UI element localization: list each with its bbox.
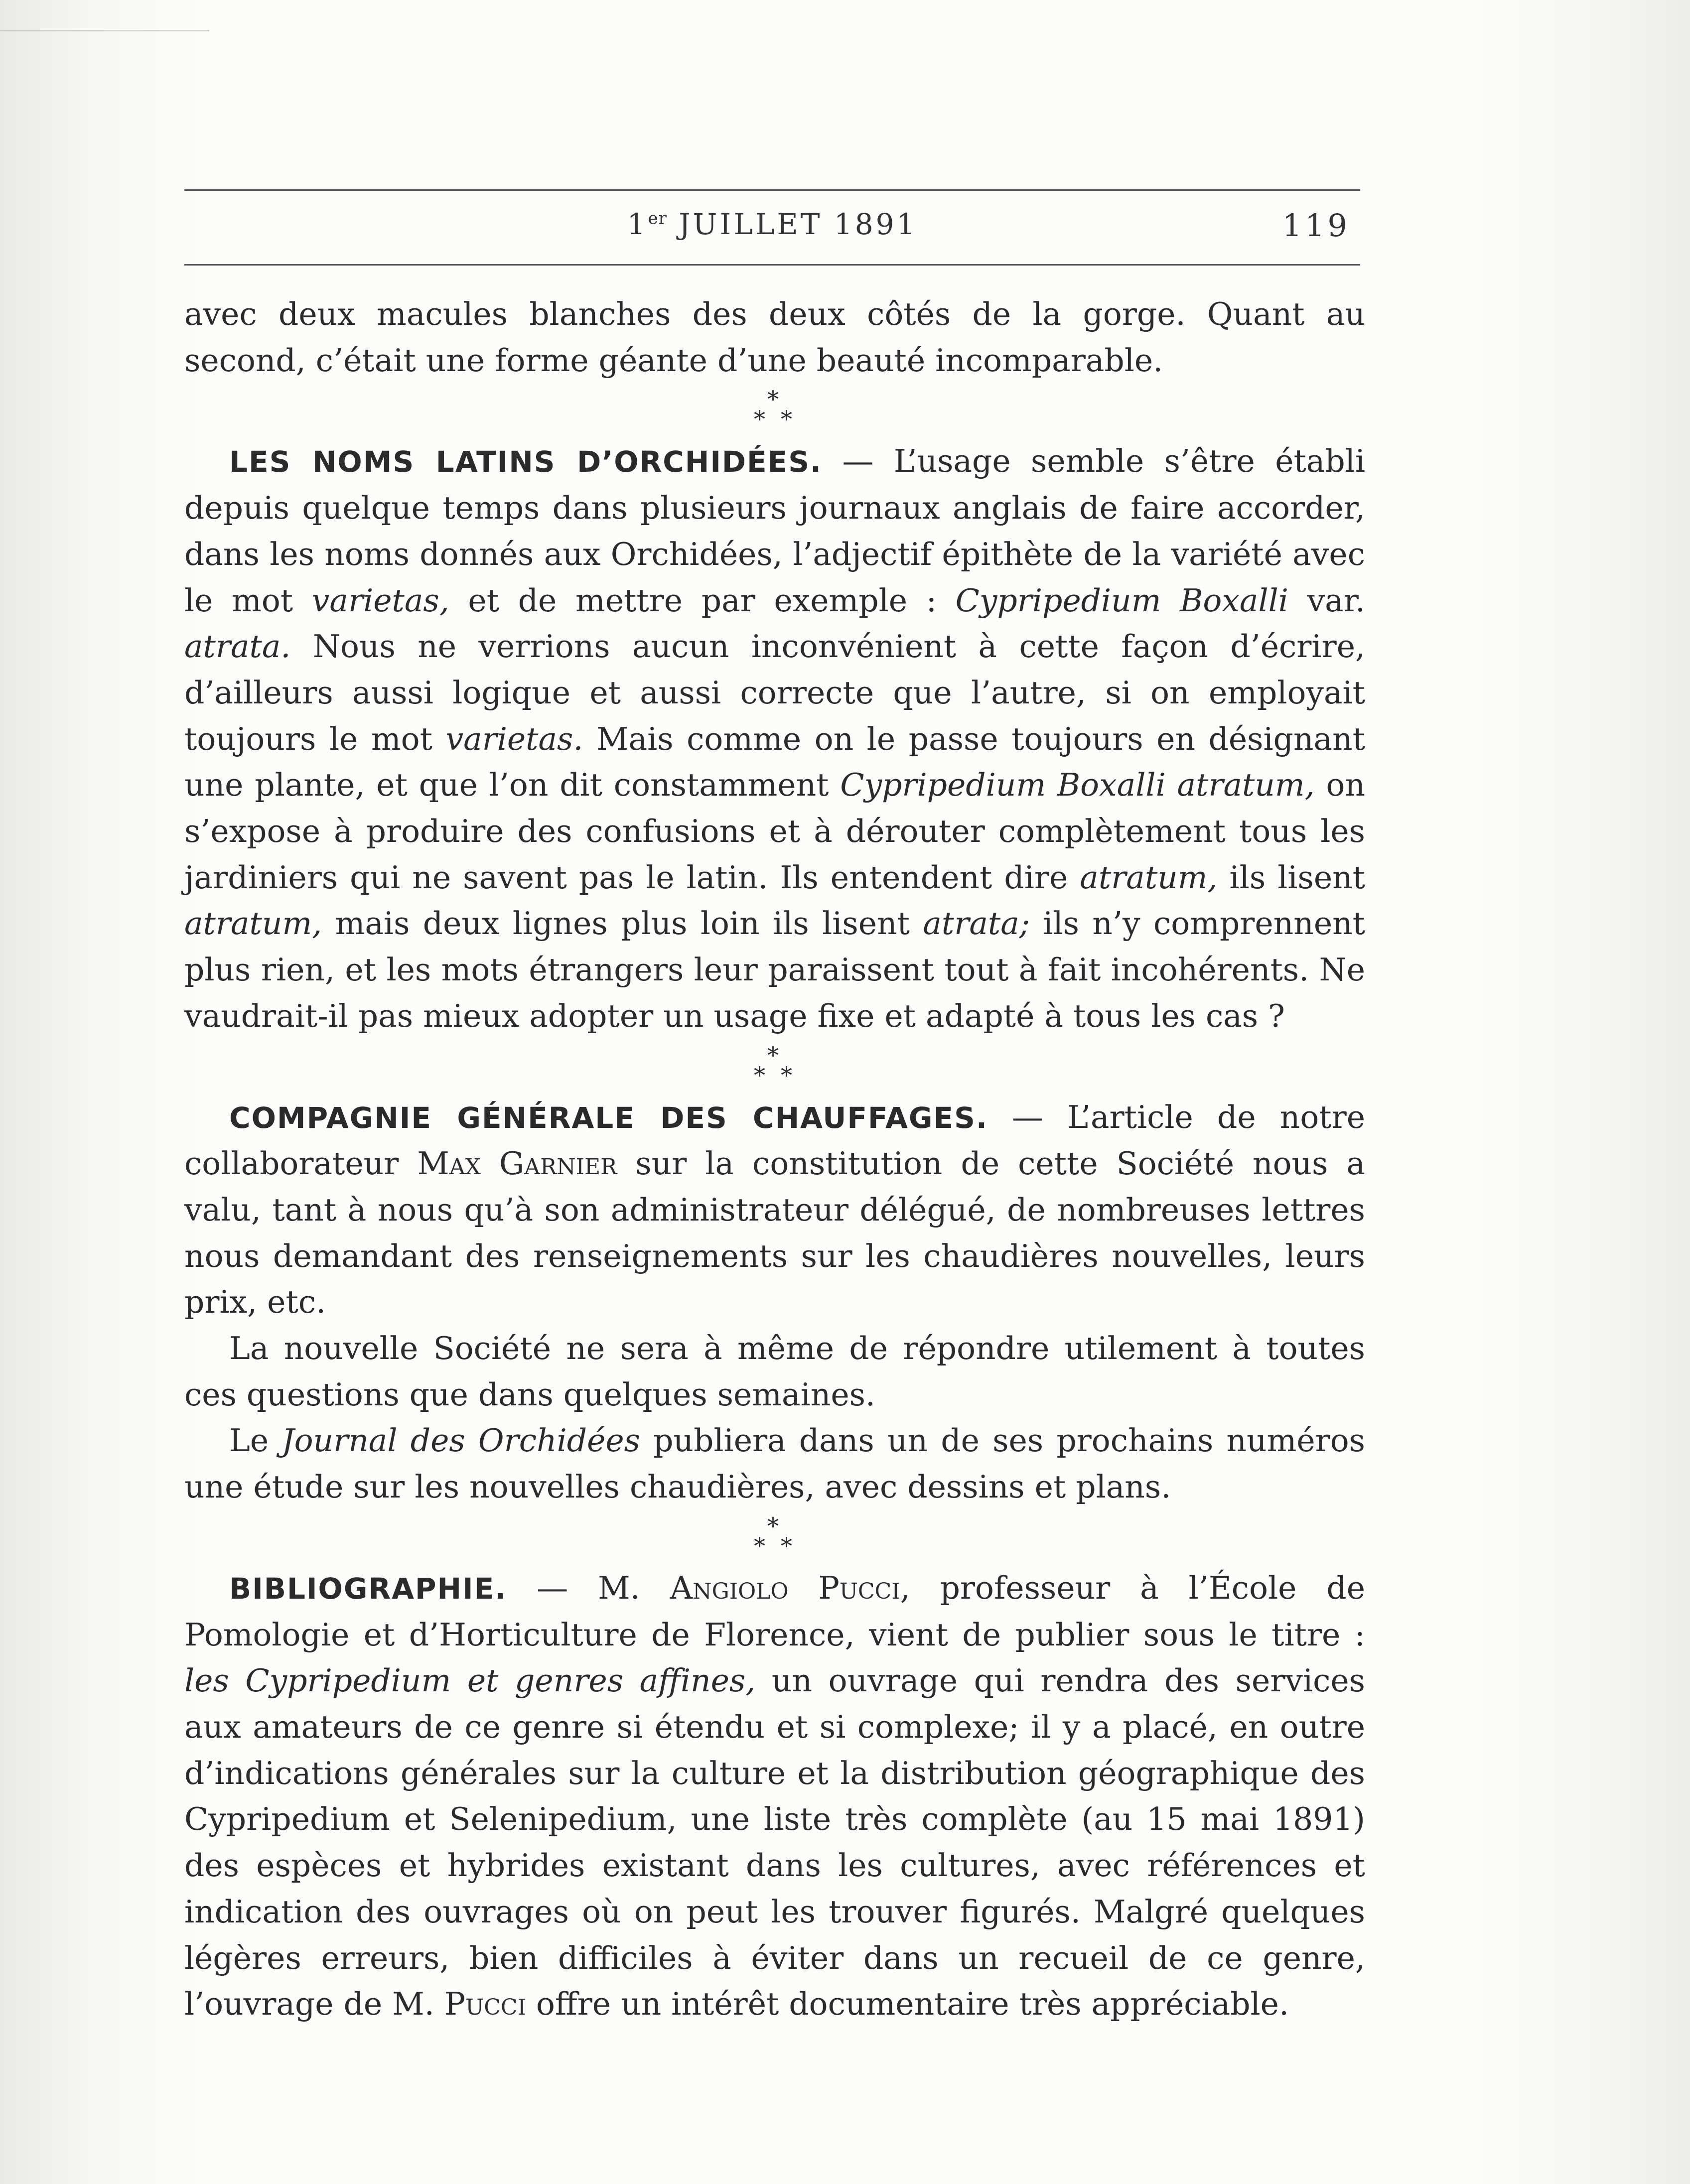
section-heading: BIBLIOGRAPHIE.	[229, 1571, 507, 1606]
header-rule-bottom	[184, 264, 1360, 266]
text-run: — M.	[507, 1569, 670, 1606]
italic-run: atrata;	[923, 905, 1030, 942]
text-run: Mais comme on le passe toujours en désignant une plante, et que l’on dit constamment	[184, 720, 1365, 804]
text-run: ils n’y comprennent plus rien, et les mots étrangers leur paraissent tout à fait incohérents. Ne vaudrait-il pas mieux adopter un usage fixe et adapté à tous les cas ?	[184, 905, 1365, 1034]
text-run: mais deux lignes plus loin ils lisent	[322, 905, 923, 942]
asterism-ornament	[740, 384, 810, 438]
running-header	[184, 189, 1360, 274]
journal-title: Journal des Orchidées	[282, 1422, 640, 1459]
asterism-star: *	[767, 1041, 779, 1069]
section-bibliographie	[184, 1565, 1365, 2028]
date-day: 1	[627, 207, 648, 241]
section-heading: LES NOMS LATINS D’ORCHIDÉES.	[229, 445, 823, 479]
section-compagnie-paragraph	[184, 1418, 1365, 1510]
asterism-star: *	[767, 1512, 779, 1539]
section-compagnie	[184, 1094, 1365, 1326]
italic-run: atratum,	[1080, 859, 1218, 896]
section-heading: COMPAGNIE GÉNÉRALE DES CHAUFFAGES.	[229, 1100, 988, 1135]
asterism-star: *	[754, 1061, 765, 1089]
asterism-star: *	[767, 386, 779, 413]
text-run: Nous ne verrions aucun inconvénient à cette façon d’écrire, d’ailleurs aussi logique et aussi correcte que l’autre, si on employait toujours le mot	[184, 628, 1365, 757]
page-number: 119	[1282, 207, 1350, 244]
body-text	[184, 291, 1365, 2028]
intro-paragraph: avec deux macules blanches des deux côtés de la gorge. Quant au second, c’était une forme géante d’une beauté incomparable.	[184, 296, 1365, 379]
text-run: var.	[1288, 582, 1365, 619]
text-run: offre un intérêt documentaire très appréciable.	[526, 1986, 1289, 2023]
author-name: Max Garnier	[417, 1145, 617, 1182]
running-title	[184, 207, 1360, 241]
asterism-star: *	[781, 406, 792, 433]
section-noms-latins	[184, 438, 1365, 1039]
page-edge-line	[0, 30, 209, 31]
italic-run: atratum,	[184, 905, 322, 942]
date-month-year: JUILLET 1891	[679, 207, 918, 241]
text-run: un ouvrage qui rendra des services aux amateurs de ce genre si étendu et si complexe; il y a placé, en outre d’indications générales sur la culture et la distribution géographique des Cypripedium et Selenipedium, une liste très complète (au 15 mai 1891) des espèces et hybrides existant dans les cultures, avec références et indication des ouvrages où on peut les trouver figurés. Malgré quelques légères erreurs, bien difficiles à éviter dans un recueil de ce genre, l’ouvrage de M.	[184, 1662, 1366, 2023]
date-suffix: er	[648, 208, 667, 229]
text-run: on s’expose à produire des confusions et à dérouter complètement tous les jardiniers qui ne savent pas le latin. Ils entendent dire	[184, 767, 1365, 896]
text-run: , professeur à l’École de Pomologie et d’Horticulture de Florence, vient de publier sous le titre :	[184, 1569, 1365, 1653]
asterism-star: *	[781, 1532, 792, 1559]
asterism-star: *	[754, 1532, 765, 1559]
asterism-star: *	[781, 1061, 792, 1089]
asterism-ornament	[740, 1040, 810, 1094]
italic-run: varietas.	[445, 720, 583, 757]
author-name: Pucci	[444, 1986, 526, 2023]
text-run: ils lisent	[1217, 859, 1366, 896]
text-run: publiera dans un de ses prochains numéros une étude sur les nouvelles chaudières, avec dessins et plans.	[184, 1422, 1365, 1505]
text-run: — L’usage semble s’être établi depuis quelque temps dans plusieurs journaux anglais de faire accorder, dans les noms donnés aux Orchidées, l’adjectif épithète de la variété avec le mot	[184, 443, 1365, 619]
asterism-star: *	[754, 406, 765, 433]
author-name: Angiolo Pucci	[670, 1569, 900, 1606]
italic-run: Cypripedium Boxalli atratum,	[840, 767, 1315, 804]
text-run: Le	[229, 1422, 282, 1459]
italic-run: atrata.	[184, 628, 291, 665]
italic-run: Cypripedium Boxalli	[955, 582, 1288, 619]
asterism-ornament	[740, 1510, 810, 1565]
book-title: les Cypripedium et genres affines,	[184, 1662, 756, 1699]
text-run: — L’article de notre collaborateur	[184, 1098, 1365, 1182]
text-run: sur la constitution de cette Société nous a valu, tant à nous qu’à son administrateur délégué, de nombreuses lettres nous demandant des renseignements sur les chaudières nouvelles, leurs prix, etc.	[184, 1145, 1365, 1321]
text-run: et de mettre par exemple :	[449, 582, 956, 619]
italic-run: varietas,	[311, 582, 449, 619]
header-rule-top	[184, 189, 1360, 191]
section-compagnie-paragraph: La nouvelle Société ne sera à même de répondre utilement à toutes ces questions que dans quelques semaines.	[184, 1330, 1365, 1413]
